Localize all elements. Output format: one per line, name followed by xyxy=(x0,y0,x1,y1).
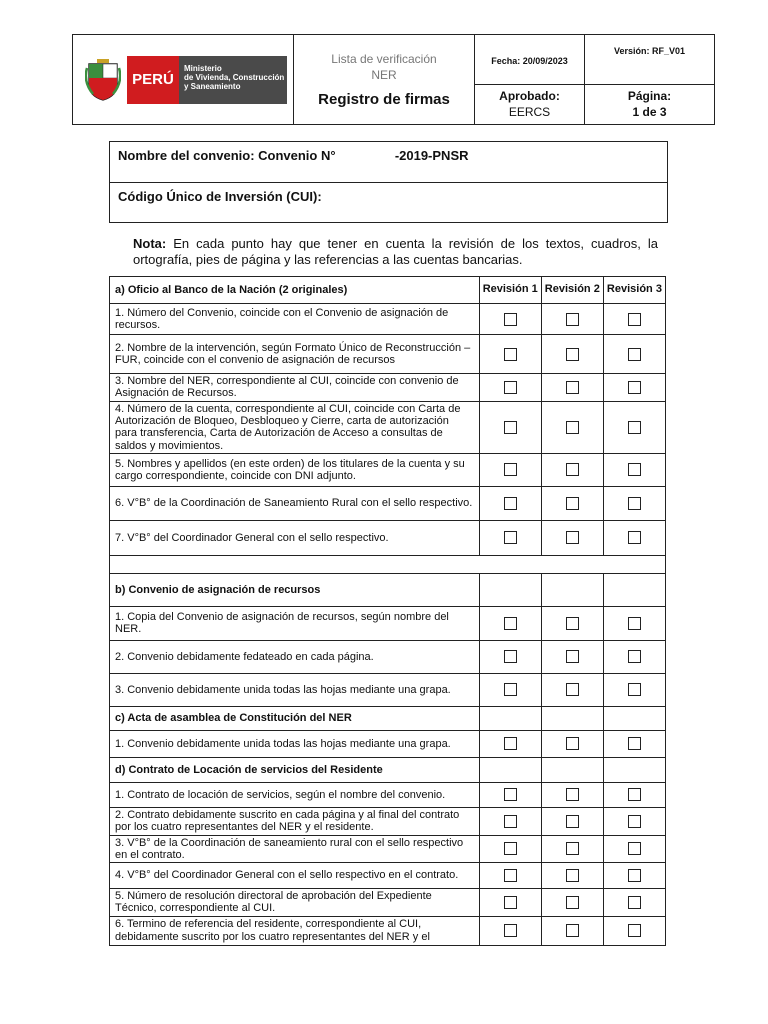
title-line-1: Lista de verificación xyxy=(331,51,437,66)
checklist-item: 1. Convenio debidamente unida todas las hojas mediante una grapa. xyxy=(110,730,480,757)
checklist-item: 6. V°B° de la Coordinación de Saneamiento Rural con el sello respectivo. xyxy=(110,486,480,520)
revision-2-checkbox[interactable] xyxy=(566,381,579,394)
peru-label: PERÚ xyxy=(127,56,179,104)
peru-coat-of-arms-icon xyxy=(85,58,121,102)
revision-3-checkbox[interactable] xyxy=(628,617,641,630)
table-row xyxy=(110,807,666,835)
revision-3-checkbox[interactable] xyxy=(628,788,641,801)
revision-1-checkbox[interactable] xyxy=(504,348,517,361)
version-cell xyxy=(585,35,715,85)
ministry-line-2: de Vivienda, Construcción xyxy=(184,72,285,82)
table-row xyxy=(110,916,666,945)
table-row xyxy=(110,520,666,555)
revision-2-checkbox[interactable] xyxy=(566,788,579,801)
checklist-item: 1. Número del Convenio, coincide con el Convenio de asignación de recursos. xyxy=(110,304,480,335)
section-c-header-row xyxy=(110,706,666,730)
table-row xyxy=(110,835,666,863)
table-row xyxy=(110,453,666,486)
revision-2-checkbox[interactable] xyxy=(566,683,579,696)
section-title: d) Contrato de Locación de servicios del Residente xyxy=(110,757,480,782)
checklist-item: 2. Nombre de la intervención, según Formato Único de Reconstrucción –FUR, coincide con el convenio de asignación de recursos xyxy=(110,335,480,374)
table-row xyxy=(110,782,666,807)
revision-3-header: Revisión 3 xyxy=(603,277,665,304)
table-row xyxy=(110,304,666,335)
revision-2-checkbox[interactable] xyxy=(566,896,579,909)
note-paragraph xyxy=(133,236,658,267)
revision-3-checkbox[interactable] xyxy=(628,737,641,750)
note-text: En cada punto hay que tener en cuenta la revisión de los textos, cuadros, la ortografía, pies de página y las referencias a las cuentas bancarias. xyxy=(133,236,658,267)
date-label: Fecha: 20/09/2023 xyxy=(491,55,568,66)
revision-3-checkbox[interactable] xyxy=(628,924,641,937)
revision-1-checkbox[interactable] xyxy=(504,815,517,828)
page-cell xyxy=(585,85,715,125)
document-header xyxy=(72,34,715,125)
revision-2-checkbox[interactable] xyxy=(566,815,579,828)
table-row xyxy=(110,606,666,640)
spacer-cell xyxy=(110,555,666,573)
revision-1-checkbox[interactable] xyxy=(504,683,517,696)
section-b-header-row xyxy=(110,573,666,606)
checklist-item: 5. Nombres y apellidos (en este orden) de los titulares de la cuenta y su cargo correspondiente, coincide con DNI adjunto. xyxy=(110,453,480,486)
checklist-item: 3. V°B° de la Coordinación de saneamiento rural con el sello respectivo en el contrato. xyxy=(110,835,480,863)
revision-3-checkbox[interactable] xyxy=(628,650,641,663)
revision-3-checkbox[interactable] xyxy=(628,815,641,828)
checklist-item: 5. Número de resolución directoral de aprobación del Expediente Técnico, correspondiente al CUI. xyxy=(110,889,480,917)
checklist-item: 4. V°B° del Coordinador General con el sello respectivo en el contrato. xyxy=(110,863,480,889)
table-row xyxy=(110,673,666,706)
revision-1-checkbox[interactable] xyxy=(504,463,517,476)
revision-3-checkbox[interactable] xyxy=(628,896,641,909)
page-value: 1 de 3 xyxy=(632,104,667,119)
table-row xyxy=(110,374,666,402)
table-row xyxy=(110,863,666,889)
revision-2-checkbox[interactable] xyxy=(566,463,579,476)
revision-2-checkbox[interactable] xyxy=(566,348,579,361)
logo-cell xyxy=(73,35,294,125)
revision-1-checkbox[interactable] xyxy=(504,381,517,394)
table-row xyxy=(110,401,666,453)
ministry-logo xyxy=(73,35,293,124)
revision-1-checkbox[interactable] xyxy=(504,531,517,544)
revision-3-checkbox[interactable] xyxy=(628,421,641,434)
revision-1-checkbox[interactable] xyxy=(504,421,517,434)
checklist-item: 3. Convenio debidamente unida todas las hojas mediante una grapa. xyxy=(110,673,480,706)
revision-1-checkbox[interactable] xyxy=(504,788,517,801)
revision-2-checkbox[interactable] xyxy=(566,924,579,937)
revision-1-checkbox[interactable] xyxy=(504,617,517,630)
revision-3-checkbox[interactable] xyxy=(628,683,641,696)
revision-1-checkbox[interactable] xyxy=(504,869,517,882)
agreement-box xyxy=(109,141,668,223)
revision-3-checkbox[interactable] xyxy=(628,842,641,855)
revision-2-checkbox[interactable] xyxy=(566,617,579,630)
section-title: a) Oficio al Banco de la Nación (2 originales) xyxy=(110,277,480,304)
revision-2-checkbox[interactable] xyxy=(566,650,579,663)
revision-2-checkbox[interactable] xyxy=(566,531,579,544)
revision-1-header: Revisión 1 xyxy=(479,277,541,304)
approved-cell xyxy=(475,85,585,125)
revision-3-checkbox[interactable] xyxy=(628,869,641,882)
table-row xyxy=(110,889,666,917)
section-d-header-row xyxy=(110,757,666,782)
cui-row xyxy=(110,182,667,222)
checklist-item: 4. Número de la cuenta, correspondiente al CUI, coincide con Carta de Autorización de Bloqueo, Desbloqueo y Cierre, carta de autorización para transferencia, Carta de Autorización de Acceso a consultas de saldos y movimientos. xyxy=(110,401,480,453)
revision-3-checkbox[interactable] xyxy=(628,348,641,361)
checklist-item: 2. Convenio debidamente fedateado en cada página. xyxy=(110,640,480,673)
title-line-2: NER xyxy=(371,68,397,82)
approved-value: EERCS xyxy=(508,104,551,119)
checklist-item: 2. Contrato debidamente suscrito en cada página y al final del contrato por los cuatro representantes del NER y el residente. xyxy=(110,807,480,835)
table-row xyxy=(110,335,666,374)
approved-label: Aprobado: xyxy=(499,88,560,103)
checklist-table xyxy=(109,276,666,946)
version-label: Versión: RF_V01 xyxy=(613,46,686,56)
revision-2-header: Revisión 2 xyxy=(541,277,603,304)
checklist-item: 7. V°B° del Coordinador General con el sello respectivo. xyxy=(110,520,480,555)
revision-3-checkbox[interactable] xyxy=(628,381,641,394)
ministry-name xyxy=(179,56,287,104)
revision-1-checkbox[interactable] xyxy=(504,737,517,750)
document-title: Registro de firmas xyxy=(318,91,450,109)
agreement-name-label: Nombre del convenio: Convenio N° xyxy=(118,148,336,163)
date-cell xyxy=(475,35,585,85)
revision-3-checkbox[interactable] xyxy=(628,313,641,326)
table-row xyxy=(110,730,666,757)
checklist-item: 1. Contrato de locación de servicios, según el nombre del convenio. xyxy=(110,782,480,807)
revision-2-checkbox[interactable] xyxy=(566,313,579,326)
section-title: c) Acta de asamblea de Constitución del NER xyxy=(110,706,480,730)
revision-1-checkbox[interactable] xyxy=(504,313,517,326)
revision-1-checkbox[interactable] xyxy=(504,924,517,937)
page-label: Página: xyxy=(627,88,672,103)
revision-3-checkbox[interactable] xyxy=(628,531,641,544)
agreement-name-row xyxy=(110,142,667,182)
title-cell xyxy=(294,35,475,125)
revision-3-checkbox[interactable] xyxy=(628,497,641,510)
revision-3-checkbox[interactable] xyxy=(628,463,641,476)
revision-2-checkbox[interactable] xyxy=(566,737,579,750)
revision-1-checkbox[interactable] xyxy=(504,650,517,663)
revision-2-checkbox[interactable] xyxy=(566,869,579,882)
spacer-row xyxy=(110,555,666,573)
checklist-item: 6. Termino de referencia del residente, correspondiente al CUI, debidamente suscrito por los cuatro representantes del NER y el xyxy=(110,916,480,945)
revision-2-checkbox[interactable] xyxy=(566,497,579,510)
cui-label: Código Único de Inversión (CUI): xyxy=(118,189,322,204)
revision-1-checkbox[interactable] xyxy=(504,497,517,510)
revision-1-checkbox[interactable] xyxy=(504,842,517,855)
revision-2-checkbox[interactable] xyxy=(566,421,579,434)
revision-1-checkbox[interactable] xyxy=(504,896,517,909)
ministry-line-3: y Saneamiento xyxy=(184,81,241,91)
note-label: Nota: xyxy=(133,236,167,251)
table-row xyxy=(110,486,666,520)
section-a-header-row xyxy=(110,277,666,304)
checklist-item: 1. Copia del Convenio de asignación de recursos, según nombre del NER. xyxy=(110,606,480,640)
agreement-name-suffix: -2019-PNSR xyxy=(394,148,469,163)
revision-2-checkbox[interactable] xyxy=(566,842,579,855)
table-row xyxy=(110,640,666,673)
checklist-item: 3. Nombre del NER, correspondiente al CUI, coincide con convenio de Asignación de Recursos. xyxy=(110,374,480,402)
ministry-line-1: Ministerio xyxy=(184,63,222,73)
section-title: b) Convenio de asignación de recursos xyxy=(110,573,480,606)
